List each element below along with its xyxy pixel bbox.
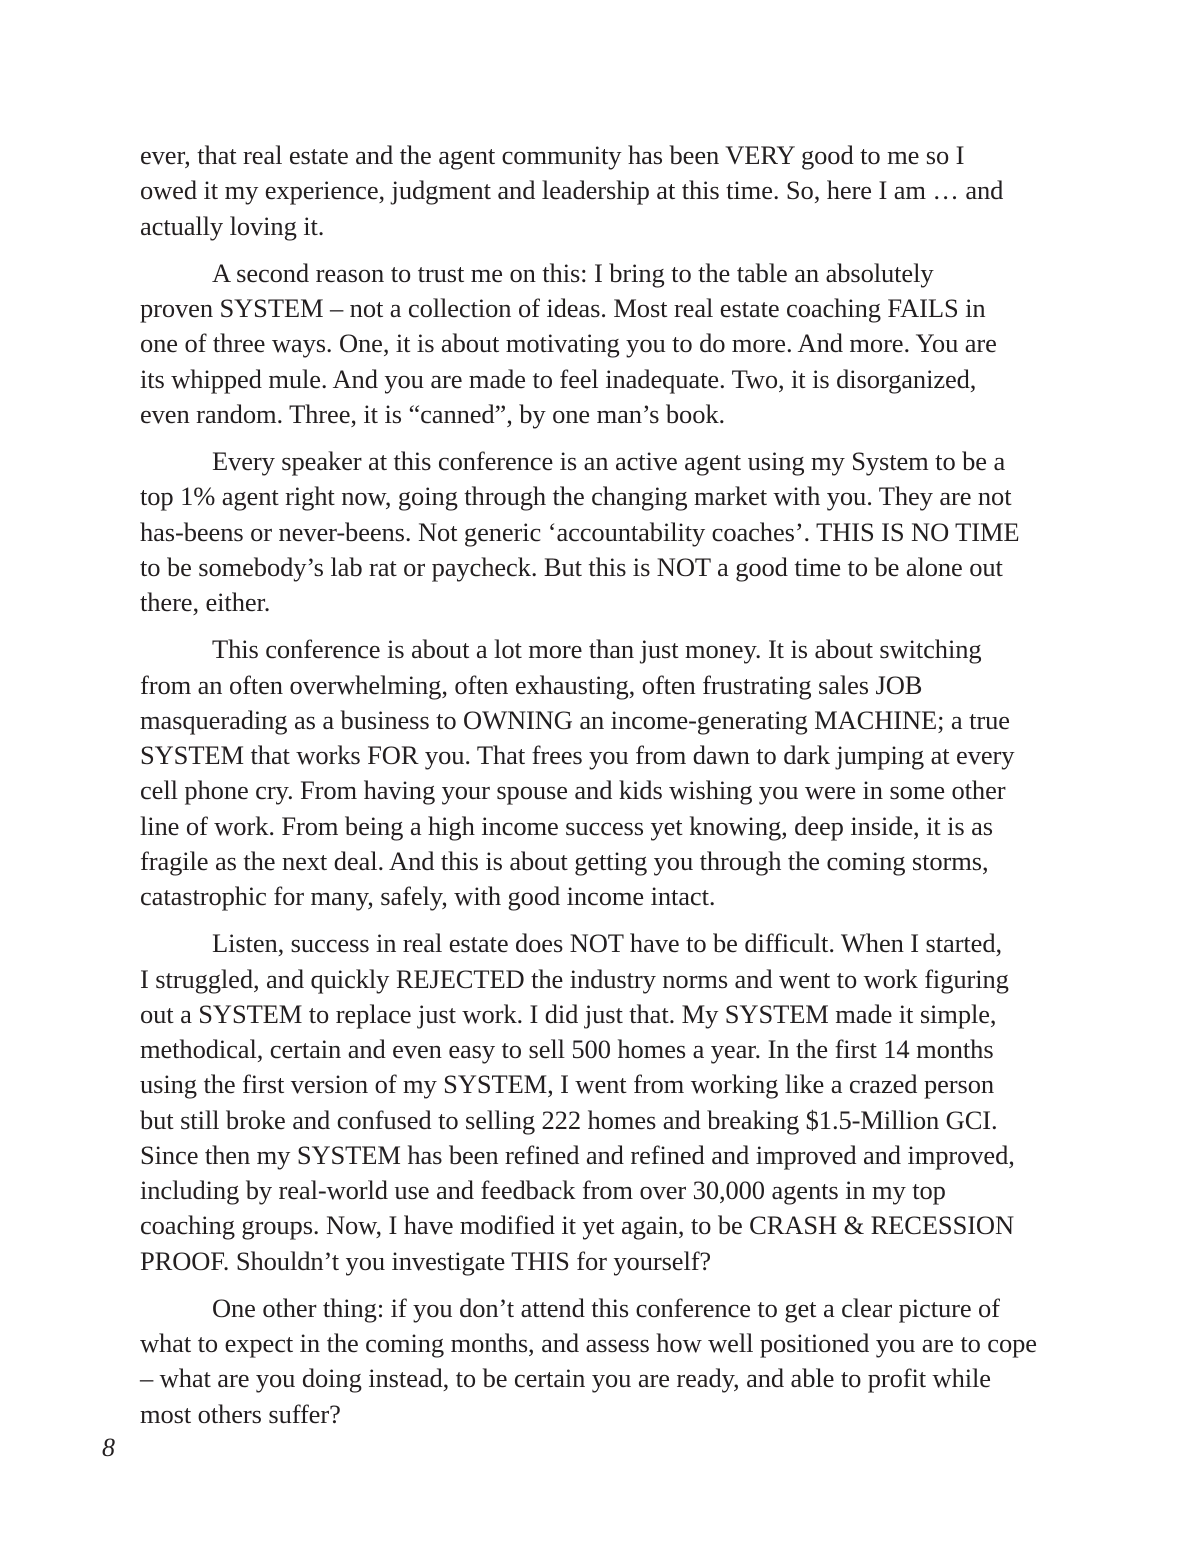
text-line: catastrophic for many, safely, with good income intact. xyxy=(140,881,716,911)
paragraph-6 xyxy=(140,1291,1065,1432)
text-line: line of work. From being a high income success yet knowing, deep inside, it is as xyxy=(140,810,993,841)
text-line: methodical, certain and even easy to sell 500 homes a year. In the first 14 months xyxy=(140,1034,994,1064)
paragraph-1 xyxy=(140,138,1065,244)
text-line: – what are you doing instead, to be certain you are ready, and able to profit while xyxy=(140,1363,991,1394)
text-line: even random. Three, it is “canned”, by one man’s book. xyxy=(140,398,726,429)
text-line: using the first version of my SYSTEM, I went from working like a crazed person xyxy=(140,1069,995,1100)
text-line: Every speaker at this conference is an active agent using my System to be a xyxy=(212,446,1006,476)
text-line: one of three ways. One, it is about motivating you to do more. And more. You are xyxy=(140,328,997,359)
text-line: actually loving it. xyxy=(140,210,325,241)
text-line: its whipped mule. And you are made to feel inadequate. Two, it is disorganized, xyxy=(140,363,977,394)
paragraph-5 xyxy=(140,926,1065,1279)
paragraph-4 xyxy=(140,632,1065,914)
text-line: Listen, success in real estate does NOT have to be difficult. When I started, xyxy=(212,928,1003,959)
text-line: top 1% agent right now, going through the changing market with you. They are not xyxy=(140,481,1012,512)
text-line: proven SYSTEM – not a collection of ideas. Most real estate coaching FAILS in xyxy=(140,293,986,323)
text-line: has-beens or never-beens. Not generic ‘accountability coaches’. THIS IS NO TIME xyxy=(140,516,1020,547)
text-line: most others suffer? xyxy=(140,1398,341,1429)
text-line: from an often overwhelming, often exhausting, often frustrating sales JOB xyxy=(140,669,923,700)
text-line: including by real-world use and feedback from over 30,000 agents in my top xyxy=(140,1175,946,1205)
text-line: cell phone cry. From having your spouse and kids wishing you were in some other xyxy=(140,775,1006,806)
paragraph-3 xyxy=(140,444,1065,620)
text-line: coaching groups. Now, I have modified it yet again, to be CRASH & RECESSION xyxy=(140,1210,1015,1241)
text-line: One other thing: if you don’t attend this conference to get a clear picture of xyxy=(212,1292,1000,1323)
text-line: out a SYSTEM to replace just work. I did just that. My SYSTEM made it simple, xyxy=(140,998,997,1029)
text-line: SYSTEM that works FOR you. That frees you from dawn to dark jumping at every xyxy=(140,740,1015,770)
text-line: This conference is about a lot more than just money. It is about switching xyxy=(212,634,982,665)
text-line: fragile as the next deal. And this is about getting you through the coming storms, xyxy=(140,845,989,876)
text-line: PROOF. Shouldn’t you investigate THIS for yourself? xyxy=(140,1245,712,1276)
paragraph-2 xyxy=(140,256,1065,432)
text-line: there, either. xyxy=(140,587,271,617)
body-text xyxy=(140,138,1065,1444)
text-line: to be somebody’s lab rat or paycheck. But this is NOT a good time to be alone out xyxy=(140,551,1003,582)
text-line: but still broke and confused to selling 222 homes and breaking $1.5-Million GCI. xyxy=(140,1104,998,1135)
text-line: Since then my SYSTEM has been refined and refined and improved and improved, xyxy=(140,1139,1015,1170)
text-line: what to expect in the coming months, and assess how well positioned you are to cope xyxy=(140,1328,1037,1358)
page-number: 8 xyxy=(102,1433,115,1462)
text-line: A second reason to trust me on this: I bring to the table an absolutely xyxy=(212,257,934,288)
text-line: I struggled, and quickly REJECTED the industry norms and went to work figuring xyxy=(140,963,1009,994)
text-line: owed it my experience, judgment and leadership at this time. So, here I am … and xyxy=(140,175,1004,206)
text-line: masquerading as a business to OWNING an income-generating MACHINE; a true xyxy=(140,704,1010,735)
text-line: ever, that real estate and the agent community has been VERY good to me so I xyxy=(140,140,965,170)
